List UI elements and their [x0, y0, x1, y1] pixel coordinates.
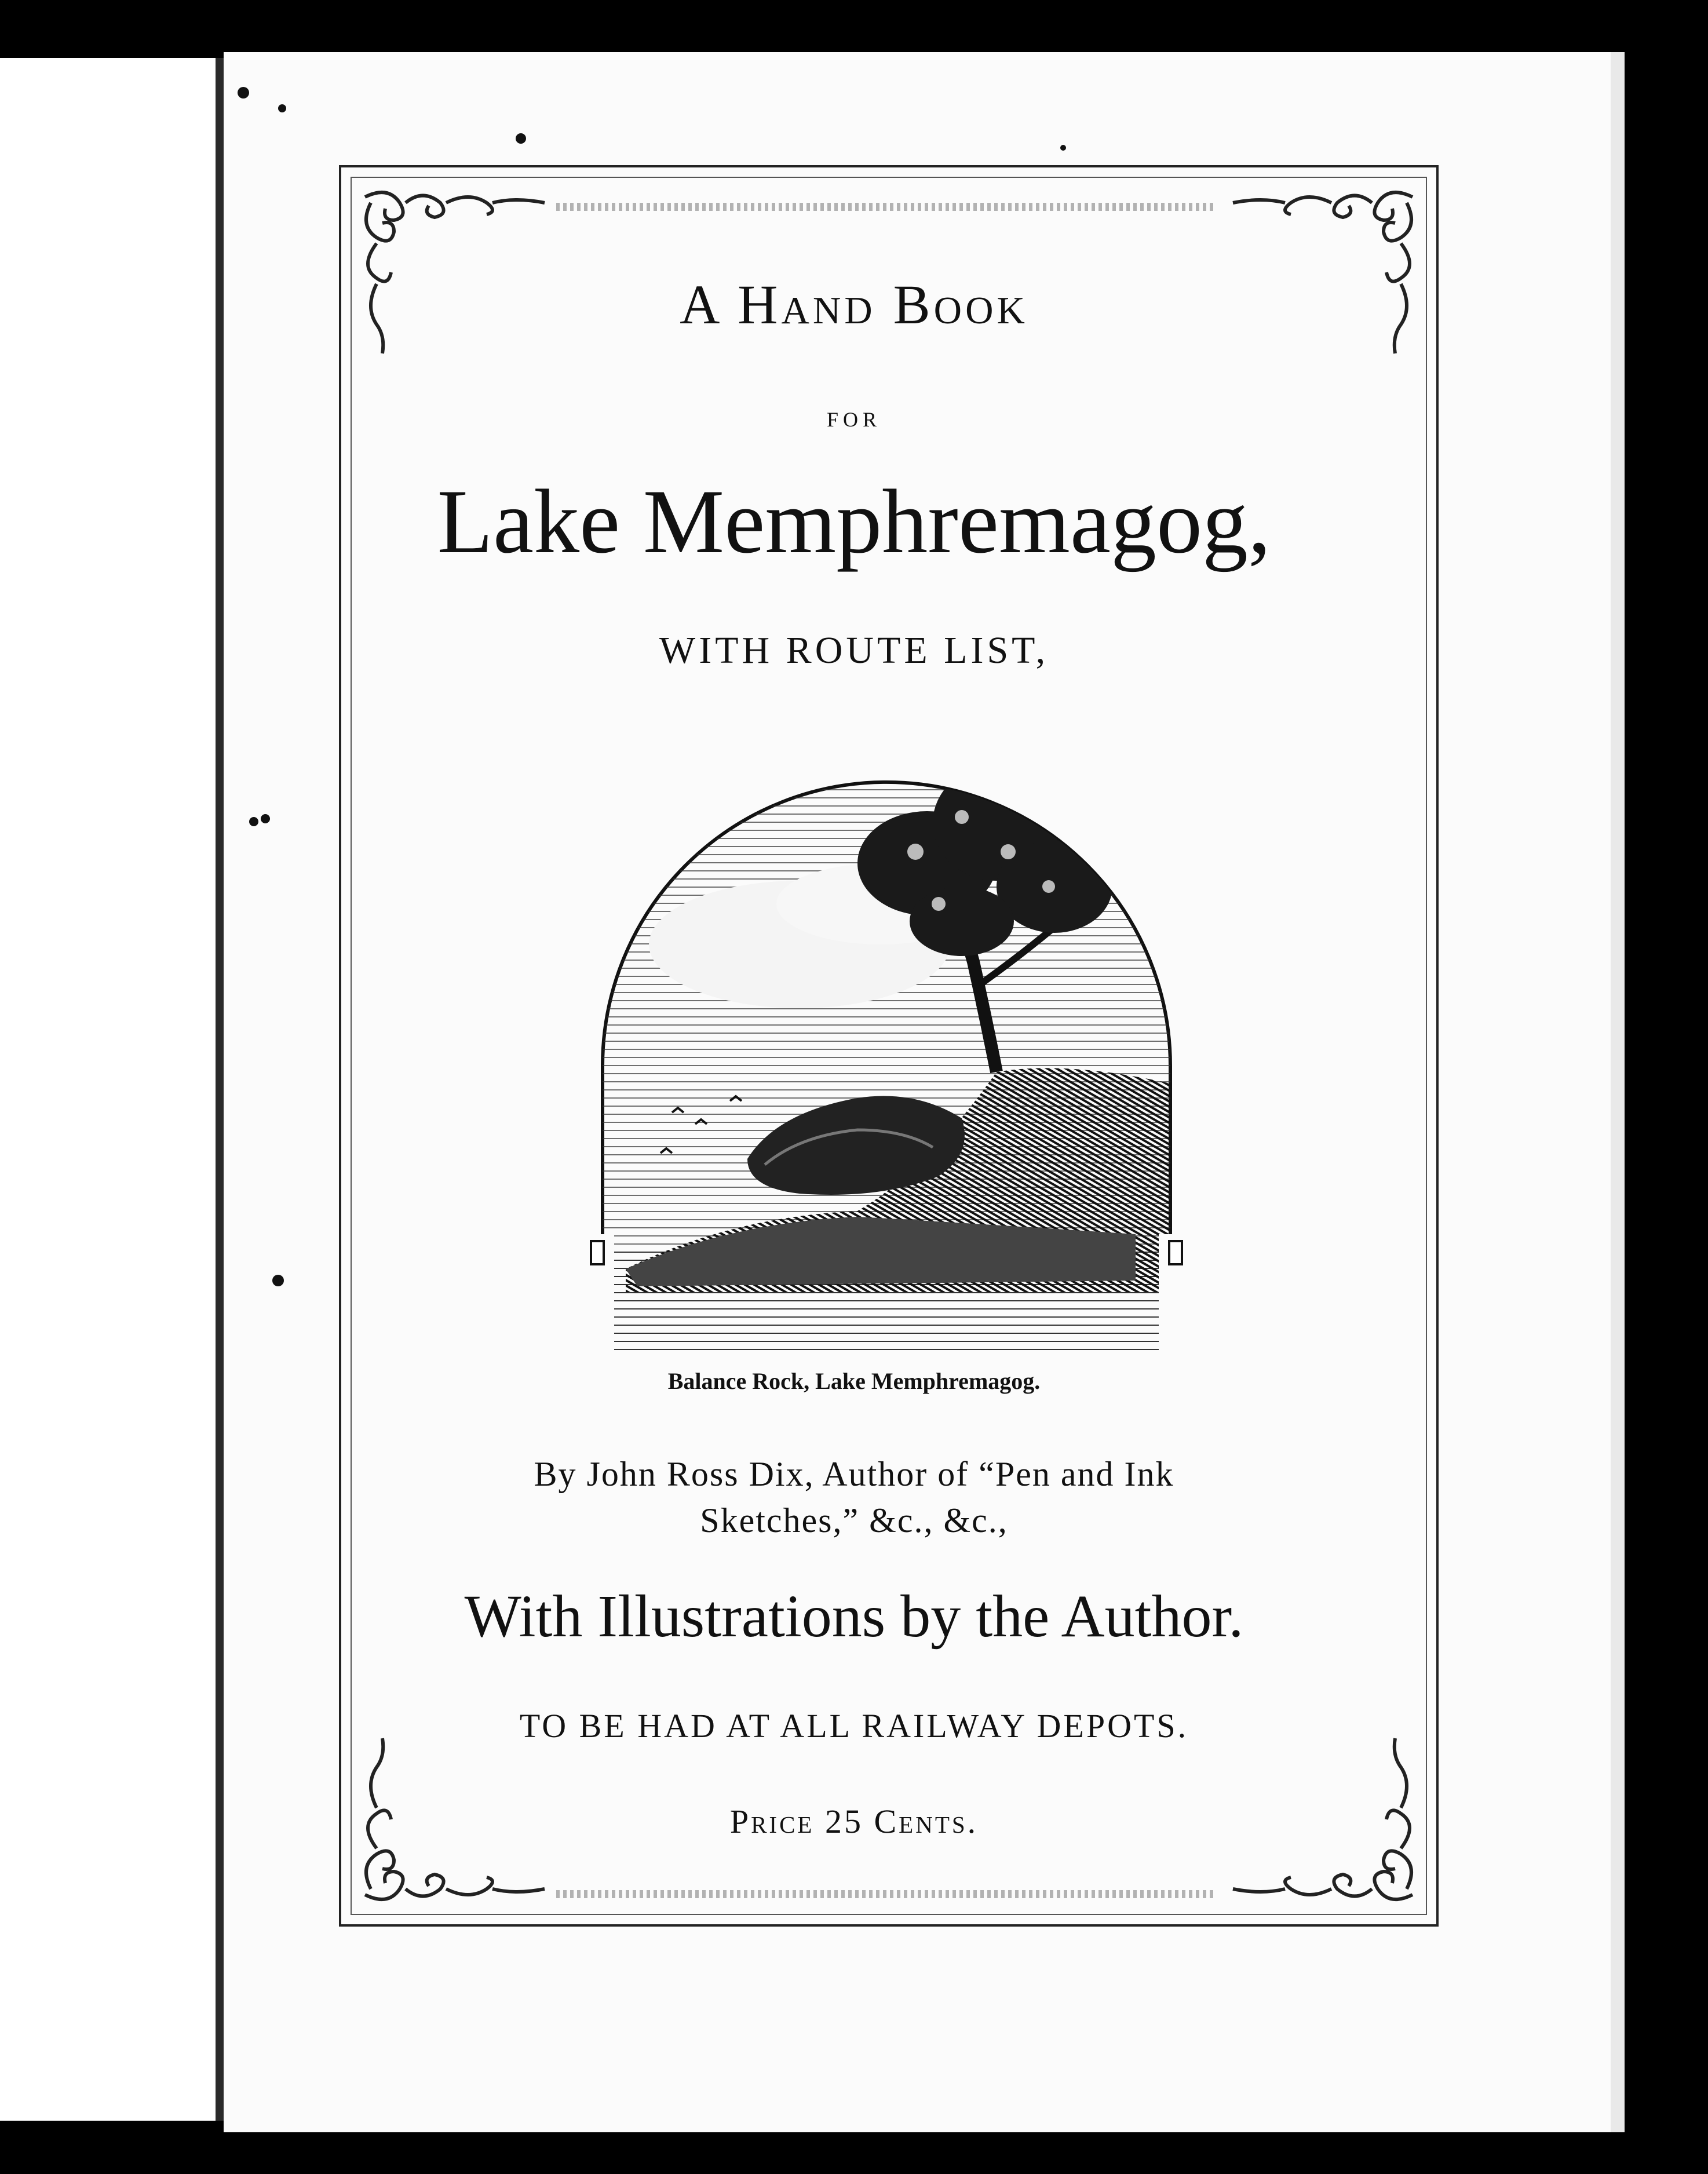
ink-speck — [272, 1275, 284, 1286]
ink-speck — [261, 814, 270, 823]
ink-speck — [1060, 145, 1066, 151]
illustrations-line: With Illustrations by the Author. — [464, 1583, 1244, 1650]
main-title: Lake Memphremagog, — [437, 471, 1271, 572]
top-wavy-rule — [556, 203, 1217, 211]
price-line: Price 25 Cents. — [729, 1803, 979, 1840]
author-line-2: Sketches,” &c., &c., — [700, 1501, 1008, 1540]
title-line-hand-book: A Hand Book — [680, 273, 1028, 335]
balance-rock-illustration — [556, 713, 1217, 1367]
title-line-for: for — [826, 400, 882, 433]
depots-line: TO BE HAD AT ALL RAILWAY DEPOTS. — [519, 1707, 1189, 1745]
illustration-caption: Balance Rock, Lake Memphremagog. — [667, 1368, 1041, 1394]
ink-speck — [249, 817, 258, 826]
ink-speck — [238, 87, 249, 99]
author-line-1: By John Ross Dix, Author of “Pen and Ink — [534, 1455, 1174, 1493]
bottom-wavy-rule — [556, 1890, 1217, 1898]
subtitle-route-list: WITH ROUTE LIST, — [659, 629, 1049, 672]
ink-speck — [278, 104, 286, 112]
ink-speck — [516, 133, 526, 144]
